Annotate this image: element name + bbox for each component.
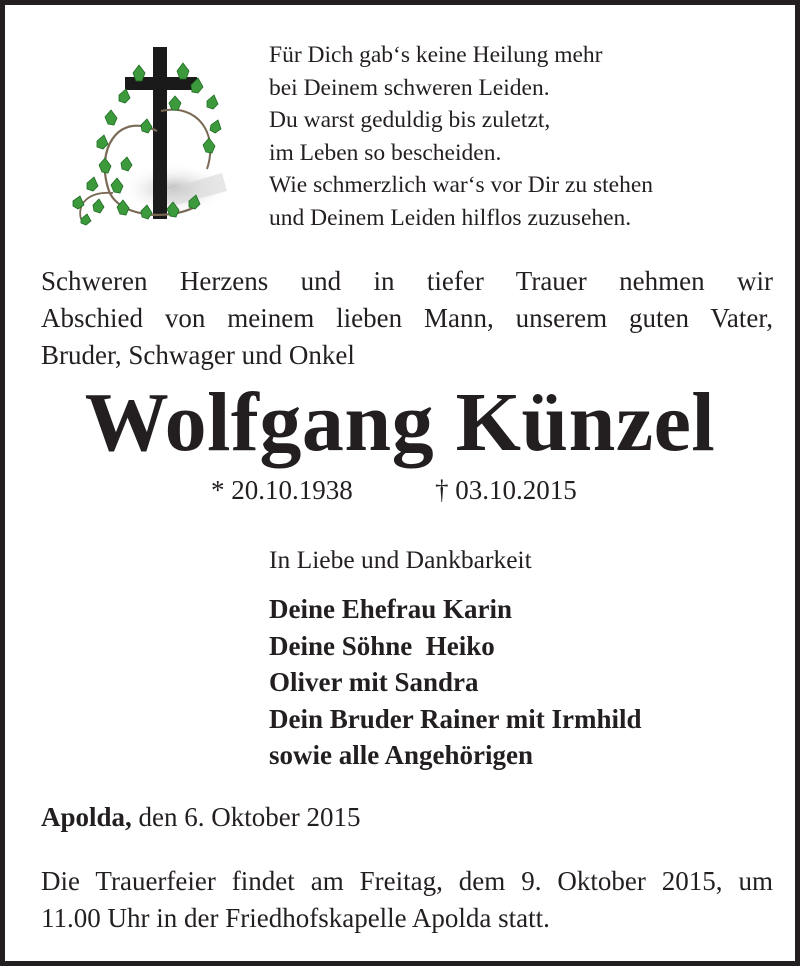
intro-line: Bruder, Schwager und Onkel	[41, 340, 355, 370]
mourner-line: Deine Söhne Heiko	[269, 630, 495, 661]
place-and-date	[41, 799, 361, 835]
poem-line: Du warst geduldig bis zuletzt,	[269, 107, 551, 134]
notice-line: 11.00 Uhr in der Friedhofskapelle Apolda statt.	[41, 903, 550, 933]
deceased-name: Wolfgang Künzel	[84, 376, 716, 469]
birth-date: * 20.10.1938	[211, 475, 353, 505]
funeral-notice	[41, 863, 773, 937]
intro-text	[41, 263, 773, 374]
mourners-list	[269, 591, 642, 774]
cross-with-ivy-icon	[57, 41, 227, 227]
poem-line: und Deinem Leiden hilflos zuzusehen.	[269, 204, 632, 231]
notice-line: Die Trauerfeier findet am Freitag, dem 9. Oktober 2015, um	[41, 866, 773, 896]
poem-line: Wie schmerzlich war‘s vor Dir zu stehen	[269, 172, 654, 199]
poem	[269, 39, 653, 235]
date: den 6. Oktober 2015	[138, 802, 361, 832]
intro-line: Abschied von meinem lieben Mann, unserem guten Vater,	[41, 303, 773, 333]
mourner-line: Dein Bruder Rainer mit Irmhild	[269, 703, 642, 734]
death-date: † 03.10.2015	[435, 475, 577, 505]
poem-line: bei Deinem schweren Leiden.	[269, 74, 550, 101]
place: Apolda,	[41, 802, 132, 832]
poem-line: im Leben so bescheiden.	[269, 139, 502, 166]
intro-line: Schweren Herzens und in tiefer Trauer nehmen wir	[41, 266, 773, 296]
mourner-line: Deine Ehefrau Karin	[269, 594, 512, 624]
signoff: In Liebe und Dankbarkeit	[269, 545, 532, 574]
mourner-line: sowie alle Angehörigen	[269, 740, 533, 770]
poem-line: Für Dich gab‘s keine Heilung mehr	[269, 42, 603, 68]
mourner-line: Oliver mit Sandra	[269, 667, 479, 697]
